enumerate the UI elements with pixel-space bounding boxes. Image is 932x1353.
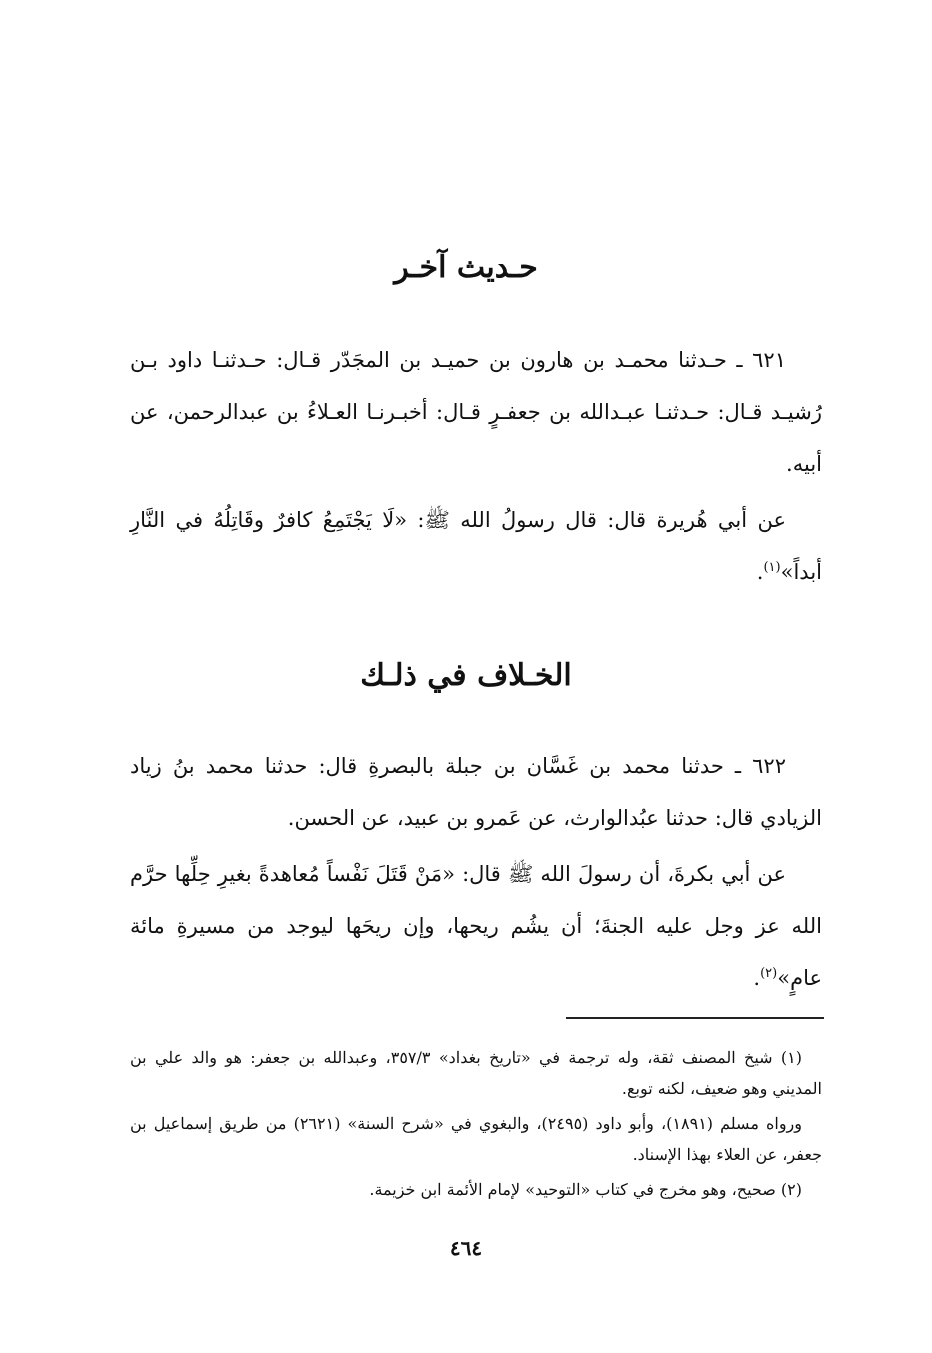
hadith-621-matn: عن أبي هُريرة قال: قال رسولُ الله ﷺ: «لَا يَجْتَمِعُ كافرٌ وقَاتِلُهُ في النَّارِ أبداً» <box>130 508 822 584</box>
section-heading-disagreement: الخـلاف في ذلـك <box>360 658 572 693</box>
footnote-1: (١) شيخ المصنف ثقة، وله ترجمة في «تاريخ بغداد» ٣٥٧/٣، وعبدالله بن جعفر: هو والد علي بن المديني وهو ضعيف، لكنه توبع. <box>130 1048 822 1098</box>
footnote-1-continued: ورواه مسلم (١٨٩١)، وأبو داود (٢٤٩٥)، والبغوي في «شرح السنة» (٢٦٢١) من طريق إسماعيل بن جعفر، عن العلاء بهذا الإسناد. <box>130 1114 822 1164</box>
hadith-621-block <box>130 334 822 598</box>
hadith-622-text <box>130 848 822 1004</box>
hadith-622-block <box>130 740 822 1004</box>
section-heading-another-hadith: حـديث آخـر <box>394 250 538 285</box>
hadith-622-end: . <box>753 966 761 990</box>
footnote-ref-1: (١) <box>763 560 781 575</box>
footnotes <box>130 1042 822 1209</box>
hadith-621-text <box>130 494 822 598</box>
footnote-2: (٢) صحيح، وهو مخرج في كتاب «التوحيد» لإمام الأئمة ابن خزيمة. <box>369 1180 802 1199</box>
hadith-621-chain: ٦٢١ ـ حـدثنا محمـد بن هارون بن حميـد بن المجَدّر قـال: حـدثنـا داود بـن رُشيـد قـال: حـدثنـا عبـدالله بن جعفـرٍ قـال: أخبـرنـا العـلاءُ بن عبدالرحمن، عن أبيه. <box>130 348 822 476</box>
hadith-622-matn: عن أبي بكرةَ، أن رسولَ الله ﷺ قال: «مَنْ قَتَلَ نَفْساً مُعاهدةً بغيرِ حِلِّها حرَّم الله عز وجل عليه الجنةَ؛ أن يشُم ريحها، وإن ريحَها ليوجد من مسيرةِ مائة عامٍ» <box>130 862 822 990</box>
page-number: ٤٦٤ <box>449 1236 483 1260</box>
footnote-divider <box>566 1017 824 1019</box>
hadith-622-chain: ٦٢٢ ـ حدثنا محمد بن غَسَّان بن جبلة بالبصرةِ قال: حدثنا محمد بنُ زياد الزيادي قال: حدثنا عبُدالوارث، عن عَمرو بن عبيد، عن الحسن. <box>130 754 822 830</box>
hadith-621-end: . <box>756 560 764 584</box>
footnote-ref-2: (٢) <box>760 966 778 981</box>
